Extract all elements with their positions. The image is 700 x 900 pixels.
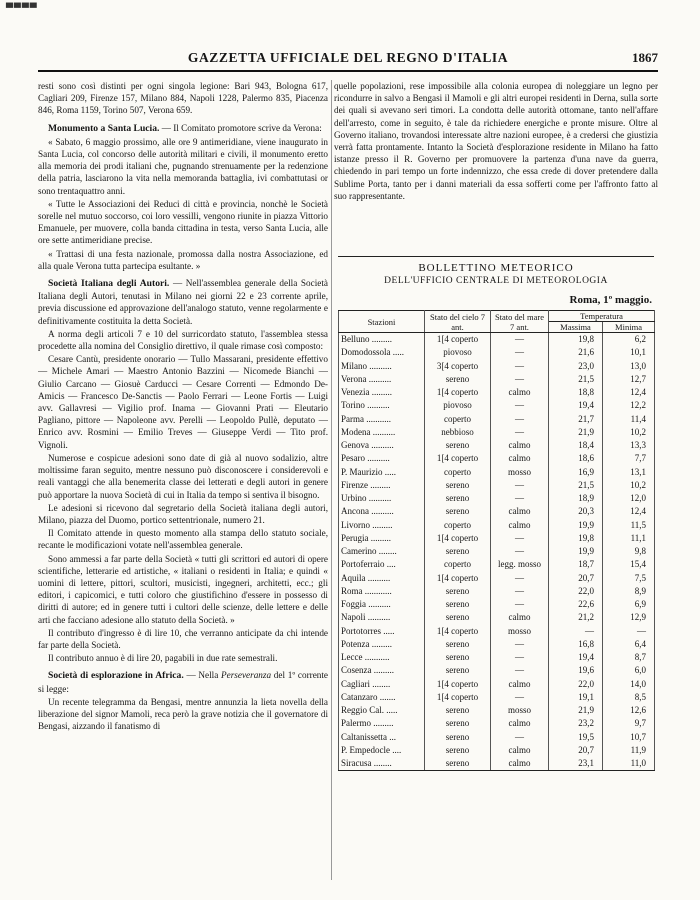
table-row bbox=[339, 651, 655, 664]
station-cell: Domodossola ..... bbox=[339, 346, 425, 359]
left-column bbox=[38, 80, 328, 880]
table-row bbox=[339, 479, 655, 492]
station-cell: Reggio Cal. ..... bbox=[339, 704, 425, 717]
table-row bbox=[339, 572, 655, 585]
table-row bbox=[339, 691, 655, 704]
paragraph: A norma degli articoli 7 e 10 del surricordato statuto, l'assemblea stessa procedette alla nomina del Consiglio direttivo, il quale rimase così composto: bbox=[38, 328, 328, 352]
sea-cell: calmo bbox=[491, 717, 549, 730]
paragraph: Sono ammessi a far parte della Società « tutti gli scrittori ed autori di opere scientifiche, letterarie ed artistiche, « italiani o residenti in Italia; e quindi « uomini di lettere, pittori, scultori, musicisti, ingegneri, architetti, ecc.; gli editori, i capicomici, e tutti coloro che giustifichino d'essere in possesso di diritti di autore; ed in genere tutti i cultori delle scienze, delle lettere e delle arti che facciano adesione allo statuto della Società. » bbox=[38, 553, 328, 625]
station-cell: Torino .......... bbox=[339, 399, 425, 412]
station-cell: Venezia ......... bbox=[339, 386, 425, 399]
sky-cell: piovoso bbox=[425, 399, 491, 412]
sky-cell: sereno bbox=[425, 598, 491, 611]
table-row bbox=[339, 532, 655, 545]
min-temp-cell: 11,4 bbox=[603, 413, 655, 426]
min-temp-cell: 8,9 bbox=[603, 585, 655, 598]
sea-cell: legg. mosso bbox=[491, 558, 549, 571]
max-temp-cell: 20,7 bbox=[549, 572, 603, 585]
article-heading: Società Italiana degli Autori. bbox=[48, 278, 170, 290]
weather-table bbox=[338, 310, 655, 771]
sea-cell: calmo bbox=[491, 386, 549, 399]
station-cell: Pesaro .......... bbox=[339, 452, 425, 465]
sky-cell: 1[4 coperto bbox=[425, 452, 491, 465]
bulletin-subtitle: DELL'UFFICIO CENTRALE DI METEOROLOGIA bbox=[384, 276, 608, 286]
sky-cell: sereno bbox=[425, 373, 491, 386]
sea-cell: — bbox=[491, 373, 549, 386]
max-temp-cell: 23,1 bbox=[549, 757, 603, 771]
article-intro: — Nell'assemblea generale della Società Italiana degli Autori, tenutasi in Milano nei giorni 22 e 23 corrente aprile, previa discussione ed approvazione dell'analogo statuto, venne regolarmente e definitivamente costituita la detta Società. bbox=[38, 278, 328, 326]
paragraph: Il contributo annuo è di lire 20, pagabili in due rate semestrali. bbox=[48, 653, 278, 664]
table-row bbox=[339, 678, 655, 691]
sky-cell: 1[4 coperto bbox=[425, 691, 491, 704]
table-row bbox=[339, 399, 655, 412]
sea-cell: calmo bbox=[491, 744, 549, 757]
min-temp-cell: 12,4 bbox=[603, 505, 655, 518]
sea-cell: — bbox=[491, 664, 549, 677]
min-temp-cell: 13,3 bbox=[603, 439, 655, 452]
station-cell: Portotorres ..... bbox=[339, 625, 425, 638]
table-row bbox=[339, 413, 655, 426]
table-row bbox=[339, 625, 655, 638]
max-temp-cell: 20,3 bbox=[549, 505, 603, 518]
sky-cell: sereno bbox=[425, 479, 491, 492]
sea-cell: — bbox=[491, 598, 549, 611]
station-cell: Cagliari ........ bbox=[339, 678, 425, 691]
table-row bbox=[339, 333, 655, 347]
table-row bbox=[339, 704, 655, 717]
station-cell: Foggia .......... bbox=[339, 598, 425, 611]
sky-cell: sereno bbox=[425, 651, 491, 664]
station-cell: Verona .......... bbox=[339, 373, 425, 386]
table-row bbox=[339, 346, 655, 359]
sea-cell: calmo bbox=[491, 505, 549, 518]
sky-cell: sereno bbox=[425, 638, 491, 651]
min-temp-cell: 9,8 bbox=[603, 545, 655, 558]
min-temp-cell: 7,5 bbox=[603, 572, 655, 585]
station-cell: Livorno ......... bbox=[339, 519, 425, 532]
min-temp-cell: 7,7 bbox=[603, 452, 655, 465]
max-temp-cell: 19,6 bbox=[549, 664, 603, 677]
weather-bulletin bbox=[334, 256, 658, 856]
page-number: 1867 bbox=[632, 50, 658, 65]
sea-cell: calmo bbox=[491, 519, 549, 532]
max-temp-cell: 21,9 bbox=[549, 704, 603, 717]
station-cell: Caltanissetta ... bbox=[339, 731, 425, 744]
min-temp-cell: 14,0 bbox=[603, 678, 655, 691]
max-temp-cell: 18,8 bbox=[549, 386, 603, 399]
table-row bbox=[339, 519, 655, 532]
min-temp-cell: 12,0 bbox=[603, 492, 655, 505]
paragraph: Cesare Cantù, presidente onorario — Tullo Massarani, presidente effettivo — Michele Amari — Maestro Antonio Bazzini — Nicomede Bianchi — Giulio Carcano — Giosuè Carducci — Cesare Correnti — Edmondo De-Amicis — Francesco De-Sanctis — Paolo Ferrari — Leone Fortis — Luigi avv. Gallavresi — Vigilio prof. Inama — Giovanni Prati — Eleutario Pagliano, pittore — Napoleone avv. Perelli — Leopoldo Pullè, deputato — Enrico avv. Rosmini — Emilio Treves — Giuseppe Verdi — Tito prof. Vignoli. bbox=[38, 354, 328, 450]
right-column bbox=[334, 80, 658, 260]
bulletin-dateline: Roma, 1º maggio. bbox=[569, 294, 652, 306]
sea-cell: — bbox=[491, 691, 549, 704]
sea-cell: — bbox=[491, 651, 549, 664]
sky-cell: 1[4 coperto bbox=[425, 625, 491, 638]
min-temp-cell: 12,4 bbox=[603, 386, 655, 399]
station-cell: Firenze ......... bbox=[339, 479, 425, 492]
bulletin-title: BOLLETTINO METEORICO bbox=[418, 262, 574, 274]
min-temp-cell: 8,7 bbox=[603, 651, 655, 664]
table-row bbox=[339, 598, 655, 611]
sky-cell: sereno bbox=[425, 585, 491, 598]
sky-cell: sereno bbox=[425, 505, 491, 518]
table-row bbox=[339, 558, 655, 571]
autori-article bbox=[38, 277, 328, 327]
min-temp-cell: 11,5 bbox=[603, 519, 655, 532]
station-cell: Parma ........... bbox=[339, 413, 425, 426]
sky-cell: sereno bbox=[425, 439, 491, 452]
station-cell: Roma ............ bbox=[339, 585, 425, 598]
sky-cell: 1[4 coperto bbox=[425, 386, 491, 399]
sky-cell: coperto bbox=[425, 558, 491, 571]
table-row bbox=[339, 757, 655, 771]
column-header-cielo: Stato del cielo 7 ant. bbox=[425, 311, 491, 333]
sky-cell: sereno bbox=[425, 731, 491, 744]
max-temp-cell: 23,2 bbox=[549, 717, 603, 730]
sea-cell: calmo bbox=[491, 678, 549, 691]
table-row bbox=[339, 744, 655, 757]
max-temp-cell: 19,8 bbox=[549, 532, 603, 545]
min-temp-cell: 9,7 bbox=[603, 717, 655, 730]
sky-cell: 1[4 coperto bbox=[425, 333, 491, 347]
max-temp-cell: 18,4 bbox=[549, 439, 603, 452]
column-header-mare: Stato del mare 7 ant. bbox=[491, 311, 549, 333]
station-cell: P. Maurizio ..... bbox=[339, 466, 425, 479]
table-row bbox=[339, 505, 655, 518]
sky-cell: sereno bbox=[425, 545, 491, 558]
paragraph: Il contributo d'ingresso è di lire 10, che verranno anticipate da chi intende far parte della Società. bbox=[38, 627, 328, 650]
min-temp-cell: 11,1 bbox=[603, 532, 655, 545]
max-temp-cell: — bbox=[549, 625, 603, 638]
table-row bbox=[339, 611, 655, 624]
max-temp-cell: 19,1 bbox=[549, 691, 603, 704]
sky-cell: piovoso bbox=[425, 346, 491, 359]
sky-cell: 3[4 coperto bbox=[425, 360, 491, 373]
paragraph: Le adesioni si ricevono dal segretario della Società italiana degli autori, Milano, piazza del Duomo, portico settentrionale, numero 21. bbox=[38, 502, 328, 525]
min-temp-cell: 13,1 bbox=[603, 466, 655, 479]
table-row bbox=[339, 638, 655, 651]
table-row bbox=[339, 731, 655, 744]
divider bbox=[338, 256, 654, 257]
sea-cell: calmo bbox=[491, 452, 549, 465]
sky-cell: coperto bbox=[425, 413, 491, 426]
min-temp-cell: 10,2 bbox=[603, 426, 655, 439]
sea-cell: — bbox=[491, 492, 549, 505]
max-temp-cell: 21,9 bbox=[549, 426, 603, 439]
corner-ornament: ▀▀▀▀ bbox=[6, 4, 38, 14]
africa-article bbox=[38, 669, 328, 694]
paragraph: resti sono così distinti per ogni singola legione: Bari 943, Bologna 617, Cagliari 209, Firenze 157, Milano 884, Napoli 1228, Palermo 835, Piacenza 846, Roma 1159, Torino 507, Verona 659. bbox=[38, 81, 328, 116]
sky-cell: sereno bbox=[425, 717, 491, 730]
table-row bbox=[339, 373, 655, 386]
table-row bbox=[339, 585, 655, 598]
min-temp-cell: 10,2 bbox=[603, 479, 655, 492]
page-title: GAZZETTA UFFICIALE DEL REGNO D'ITALIA bbox=[187, 50, 509, 65]
max-temp-cell: 21,5 bbox=[549, 373, 603, 386]
min-temp-cell: 15,4 bbox=[603, 558, 655, 571]
station-cell: Belluno ......... bbox=[339, 333, 425, 347]
min-temp-cell: 8,5 bbox=[603, 691, 655, 704]
sea-cell: calmo bbox=[491, 611, 549, 624]
paragraph: quelle popolazioni, rese impossibile alla colonia europea di noleggiare un legno per ricondurre in salvo a Bengasi il Mamoli e gli altri europei residenti in Derna, sulla sorte dei quali si avevano seri timori. La condotta delle autorità ottomane, tanto nell'affare dell'arresto, come in seguito, è tale da richiedere energiche e pronte misure. Oltre al Governo italiano, trovandosi interessate altre nazioni europee, è a credersi che giustizia verrà fatta prontamente. Intanto la Società d'esplorazione residente in Milano ha fatto istanze presso il R. Governo per promuovere la partenza d'una nave da guerra, chiedendo in pari tempo un forte indennizzo, che essa crede di dover pretendere dalla Sublime Porta, tanto per i danni materiali da essa sofferti come per l'affronto fatto al suo rappresentante. bbox=[334, 81, 658, 201]
sea-cell: — bbox=[491, 545, 549, 558]
paragraph: Un recente telegramma da Bengasi, mentre annunzia la lieta novella della liberazione del signor Mamoli, reca però la grave notizia che il governatore di Bengasi, aizzando il fanatismo di bbox=[38, 696, 328, 732]
station-cell: Modena .......... bbox=[339, 426, 425, 439]
station-cell: Genova .......... bbox=[339, 439, 425, 452]
article-intro: — Nella bbox=[183, 670, 222, 681]
max-temp-cell: 18,7 bbox=[549, 558, 603, 571]
sky-cell: coperto bbox=[425, 519, 491, 532]
paragraph: Numerose e cospicue adesioni sono date di già al nuovo sodalizio, altre moltissime faran seguito, mentre nessuno può disconoscere i considerevoli e reali vantaggi che alla benemerita classe dei letterati e degli autori in genere può apportare la nuova Società di cui in Italia da tempo si sentiva il bisogno. bbox=[38, 452, 328, 500]
sky-cell: sereno bbox=[425, 664, 491, 677]
station-cell: Portoferraio .... bbox=[339, 558, 425, 571]
sea-cell: — bbox=[491, 426, 549, 439]
sea-cell: — bbox=[491, 346, 549, 359]
weather-table-body bbox=[339, 333, 655, 771]
page-header bbox=[38, 50, 658, 72]
monumento-article bbox=[38, 122, 328, 135]
paragraph: « Tutte le Associazioni dei Reduci di città e provincia, nonchè le Società sorelle nel mutuo soccorso, coi loro vessilli, vengono riunite in piazza Vittorio Emanuele, per muovere, colla banda cittadina in testa, verso Santa Lucia, alle ore sette antimeridiane precise. bbox=[38, 198, 328, 246]
station-cell: Potenza ......... bbox=[339, 638, 425, 651]
article-intro-end: del 1º corrente si legge: bbox=[38, 670, 328, 694]
sea-cell: calmo bbox=[491, 439, 549, 452]
max-temp-cell: 19,9 bbox=[549, 519, 603, 532]
sea-cell: — bbox=[491, 399, 549, 412]
table-row bbox=[339, 452, 655, 465]
article-intro: — Il Comitato promotore scrive da Verona: bbox=[159, 122, 322, 133]
sea-cell: — bbox=[491, 413, 549, 426]
max-temp-cell: 18,6 bbox=[549, 452, 603, 465]
sea-cell: calmo bbox=[491, 757, 549, 771]
table-row bbox=[339, 439, 655, 452]
min-temp-cell: 12,6 bbox=[603, 704, 655, 717]
max-temp-cell: 22,0 bbox=[549, 678, 603, 691]
max-temp-cell: 21,6 bbox=[549, 346, 603, 359]
sky-cell: 1[4 coperto bbox=[425, 678, 491, 691]
min-temp-cell: 11,9 bbox=[603, 744, 655, 757]
newspaper-name: Perseveranza bbox=[221, 670, 272, 681]
station-cell: Siracusa ........ bbox=[339, 757, 425, 771]
max-temp-cell: 16,9 bbox=[549, 466, 603, 479]
sky-cell: coperto bbox=[425, 466, 491, 479]
min-temp-cell: 10,1 bbox=[603, 346, 655, 359]
sea-cell: — bbox=[491, 532, 549, 545]
station-cell: Aquila .......... bbox=[339, 572, 425, 585]
max-temp-cell: 21,2 bbox=[549, 611, 603, 624]
column-header-stazioni: Stazioni bbox=[339, 311, 425, 333]
column-header-massima: Massima bbox=[549, 322, 603, 333]
table-row bbox=[339, 466, 655, 479]
station-cell: Urbino .......... bbox=[339, 492, 425, 505]
sea-cell: — bbox=[491, 479, 549, 492]
min-temp-cell: 6,0 bbox=[603, 664, 655, 677]
min-temp-cell: 6,9 bbox=[603, 598, 655, 611]
station-cell: Cosenza ......... bbox=[339, 664, 425, 677]
station-cell: Perugia ......... bbox=[339, 532, 425, 545]
sea-cell: — bbox=[491, 572, 549, 585]
max-temp-cell: 19,8 bbox=[549, 333, 603, 347]
sea-cell: — bbox=[491, 360, 549, 373]
sky-cell: nebbioso bbox=[425, 426, 491, 439]
column-header-minima: Minima bbox=[603, 322, 655, 333]
min-temp-cell: 10,7 bbox=[603, 731, 655, 744]
table-row bbox=[339, 426, 655, 439]
station-cell: Napoli .......... bbox=[339, 611, 425, 624]
paragraph: « Trattasi di una festa nazionale, promossa dalla nostra Associazione, ed alla quale Verona tutta partecipa esultante. » bbox=[38, 248, 328, 271]
sea-cell: — bbox=[491, 585, 549, 598]
min-temp-cell: — bbox=[603, 625, 655, 638]
max-temp-cell: 19,4 bbox=[549, 651, 603, 664]
paragraph: Il Comitato attende in questo momento alla stampa dello statuto sociale, recante le modificazioni votate nell'assemblea generale. bbox=[38, 528, 328, 551]
max-temp-cell: 16,8 bbox=[549, 638, 603, 651]
station-cell: Milano .......... bbox=[339, 360, 425, 373]
sea-cell: — bbox=[491, 333, 549, 347]
sky-cell: 1[4 coperto bbox=[425, 572, 491, 585]
sea-cell: mosso bbox=[491, 704, 549, 717]
max-temp-cell: 19,4 bbox=[549, 399, 603, 412]
max-temp-cell: 21,7 bbox=[549, 413, 603, 426]
station-cell: Ancona .......... bbox=[339, 505, 425, 518]
min-temp-cell: 12,7 bbox=[603, 373, 655, 386]
sea-cell: — bbox=[491, 731, 549, 744]
max-temp-cell: 23,0 bbox=[549, 360, 603, 373]
max-temp-cell: 18,9 bbox=[549, 492, 603, 505]
sea-cell: — bbox=[491, 638, 549, 651]
sky-cell: sereno bbox=[425, 744, 491, 757]
article-heading: Monumento a Santa Lucia. bbox=[48, 122, 160, 134]
station-cell: P. Empedocle .... bbox=[339, 744, 425, 757]
min-temp-cell: 6,4 bbox=[603, 638, 655, 651]
station-cell: Camerino ........ bbox=[339, 545, 425, 558]
max-temp-cell: 19,5 bbox=[549, 731, 603, 744]
min-temp-cell: 12,9 bbox=[603, 611, 655, 624]
sky-cell: 1[4 coperto bbox=[425, 532, 491, 545]
article-heading: Società di esplorazione in Africa. bbox=[48, 670, 184, 682]
column-rule bbox=[331, 80, 332, 880]
min-temp-cell: 6,2 bbox=[603, 333, 655, 347]
sky-cell: sereno bbox=[425, 611, 491, 624]
station-cell: Lecce ........... bbox=[339, 651, 425, 664]
paragraph: « Sabato, 6 maggio prossimo, alle ore 9 antimeridiane, viene inaugurato in Santa Lucia, col concorso delle autorità militari e civili, il monumento eretto alla memoria dei prodi italiani che, pugnando strenuamente per la redenzione della patria, lasciarono la vita nella memoranda battaglia, ivi combattutasi or sono trentaquattro anni. bbox=[38, 136, 328, 196]
max-temp-cell: 22,0 bbox=[549, 585, 603, 598]
table-row bbox=[339, 386, 655, 399]
table-row bbox=[339, 664, 655, 677]
table-row bbox=[339, 717, 655, 730]
max-temp-cell: 19,9 bbox=[549, 545, 603, 558]
sky-cell: sereno bbox=[425, 492, 491, 505]
sky-cell: sereno bbox=[425, 704, 491, 717]
station-cell: Catanzaro ....... bbox=[339, 691, 425, 704]
min-temp-cell: 13,0 bbox=[603, 360, 655, 373]
sea-cell: mosso bbox=[491, 466, 549, 479]
min-temp-cell: 12,2 bbox=[603, 399, 655, 412]
table-row bbox=[339, 360, 655, 373]
min-temp-cell: 11,0 bbox=[603, 757, 655, 771]
sea-cell: mosso bbox=[491, 625, 549, 638]
table-row bbox=[339, 492, 655, 505]
sky-cell: sereno bbox=[425, 757, 491, 771]
station-cell: Palermo ......... bbox=[339, 717, 425, 730]
max-temp-cell: 20,7 bbox=[549, 744, 603, 757]
max-temp-cell: 22,6 bbox=[549, 598, 603, 611]
table-row bbox=[339, 545, 655, 558]
max-temp-cell: 21,5 bbox=[549, 479, 603, 492]
column-header-temperatura: Temperatura bbox=[549, 311, 655, 322]
